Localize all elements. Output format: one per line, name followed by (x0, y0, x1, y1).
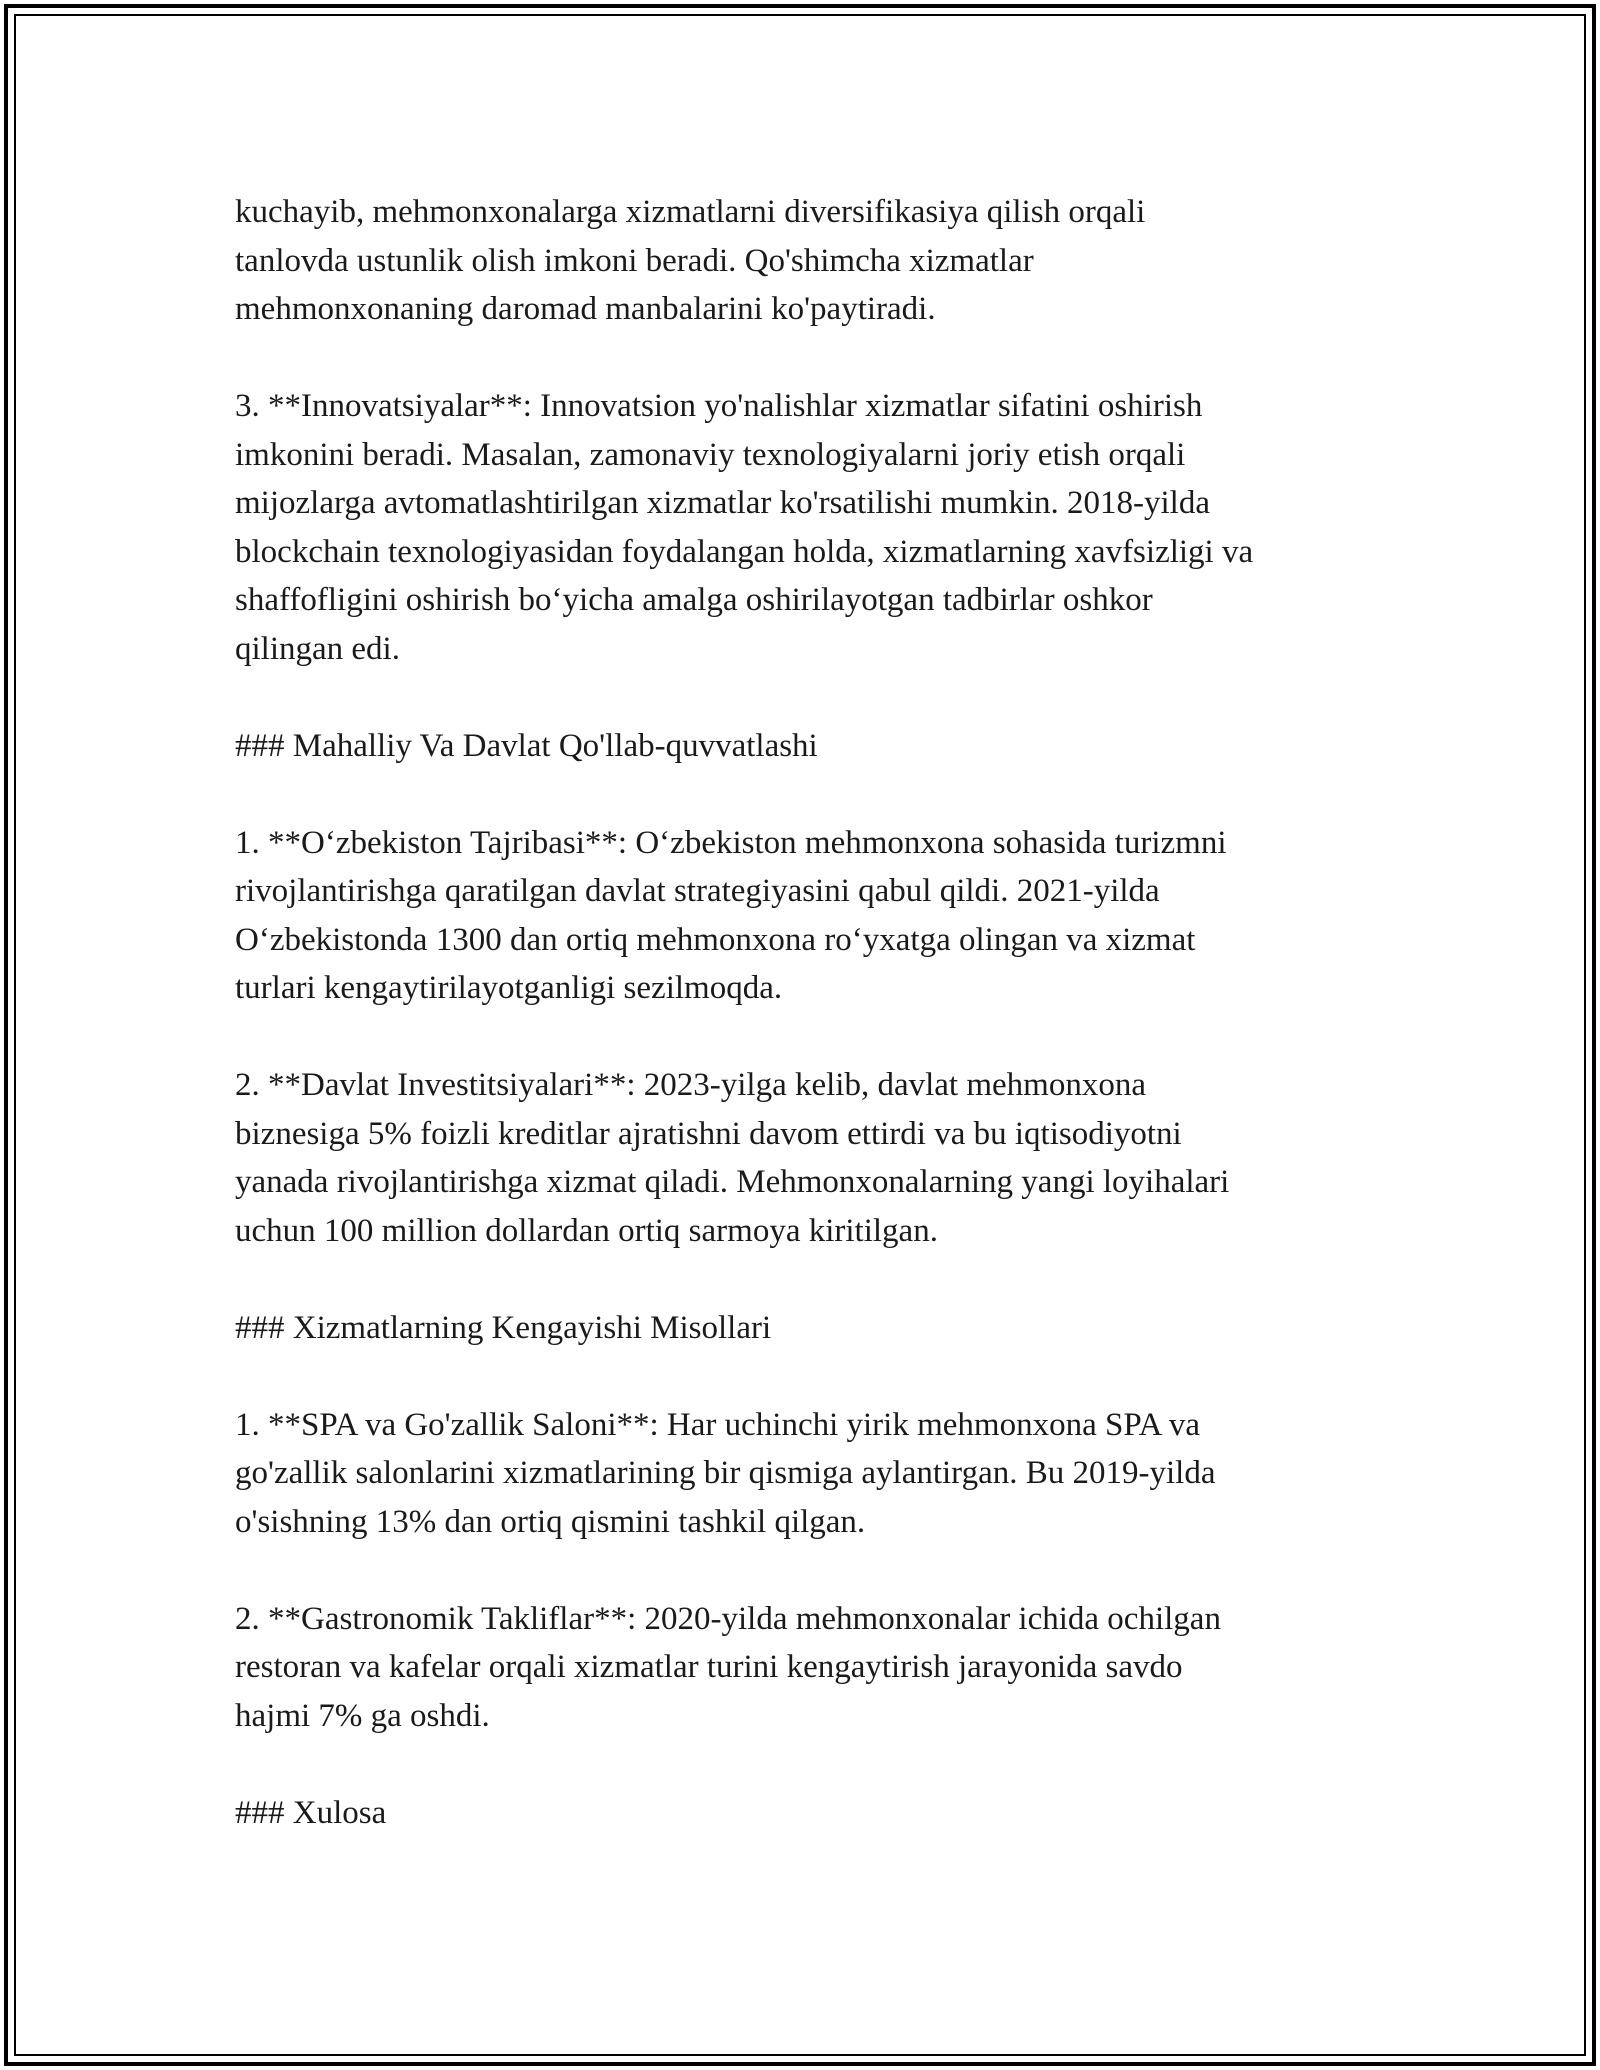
document-body (235, 188, 1395, 1837)
heading-service-expansion-examples: ### Xizmatlarning Kengayishi Misollari (235, 1309, 772, 1346)
paragraph-services-continuation: kuchayib, mehmonxonalarga xizmatlarni diversifikasiya qilish orqali tanlovda ustunlik olish imkoni beradi. Qo'shimcha xizmatlar mehmonxonaning daromad manbalarini ko'paytiradi. (235, 194, 1146, 327)
paragraph-state-investments: 2. **Davlat Investitsiyalari**: 2023-yilga kelib, davlat mehmonxona biznesiga 5% foizli kreditlar ajratishni davom ettirdi va bu iqtisodiyotni yanada rivojlantirishga xizmat qiladi. Mehmonxonalarning yangi loyihalari uchun 100 million dollardan ortiq sarmoya kiritilgan. (235, 1067, 1230, 1249)
heading-conclusion: ### Xulosa (235, 1794, 387, 1831)
paragraph-spa-beauty-salon: 1. **SPA va Go'zallik Saloni**: Har uchinchi yirik mehmonxona SPA va go'zallik salonlarini xizmatlarining bir qismiga aylantirgan. Bu 2019-yilda o'sishning 13% dan ortiq qismini tashkil qilgan. (235, 1406, 1216, 1540)
paragraph-gastronomic-offers: 2. **Gastronomik Takliflar**: 2020-yilda mehmonxonalar ichida ochilgan restoran va kafelar orqali xizmatlar turini kengaytirish jarayonida savdo hajmi 7% ga oshdi. (235, 1600, 1221, 1734)
heading-local-state-support: ### Mahalliy Va Davlat Qo'llab-quvvatlashi (235, 727, 818, 764)
paragraph-innovations: 3. **Innovatsiyalar**: Innovatsion yo'nalishlar xizmatlar sifatini oshirish imkonini beradi. Masalan, zamonaviy texnologiyalarni joriy etish orqali mijozlarga avtomatlashtirilgan xizmatlar ko'rsatilishi mumkin. 2018-yilda blockchain texnologiyasidan foydalangan holda, xizmatlarning xavfsizligi va shaffofligini oshirish bo‘yicha amalga oshirilayotgan tadbirlar oshkor qilingan edi. (235, 388, 1254, 667)
paragraph-uzbekistan-experience: 1. **O‘zbekiston Tajribasi**: O‘zbekiston mehmonxona sohasida turizmni rivojlantirishga qaratilgan davlat strategiyasini qabul qildi. 2021-yilda O‘zbekistonda 1300 dan ortiq mehmonxona ro‘yxatga olingan va xizmat turlari kengaytirilayotganligi sezilmoqda. (235, 824, 1227, 1006)
